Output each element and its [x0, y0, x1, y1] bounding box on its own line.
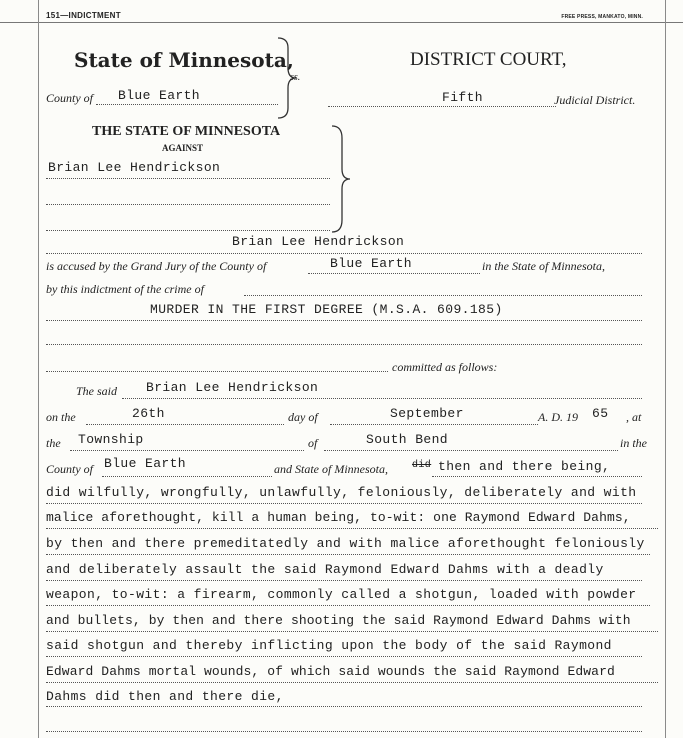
indictment-crime-label: by this indictment of the crime of [46, 282, 204, 296]
form-id: 151—INDICTMENT [46, 11, 121, 20]
grand-jury-county: Blue Earth [330, 256, 413, 271]
in-state-text: in the State of Minnesota, [482, 259, 605, 273]
body-line-rule-4 [46, 580, 642, 581]
in-the-label: in the [620, 436, 647, 450]
defendant-line-3 [46, 230, 330, 231]
body-line-rule-5 [46, 605, 650, 606]
facts-county-value: Blue Earth [104, 456, 187, 471]
district-court-heading: DISTRICT COURT, [410, 49, 567, 70]
day-line [86, 424, 284, 425]
place-type-line [70, 450, 304, 451]
said-name: Brian Lee Hendrickson [146, 380, 319, 395]
place-name-line [324, 450, 618, 451]
county-of-label: County of [46, 462, 93, 476]
body-line: Edward Dahms mortal wounds, of which said wounds the said Raymond Edward [46, 664, 615, 679]
left-margin-rule [38, 0, 39, 738]
accused-text: is accused by the Grand Jury of the County of [46, 259, 267, 273]
body-line-rule-2 [46, 528, 658, 529]
crime-line-2 [46, 320, 642, 321]
body-line: Dahms did then and there die, [46, 689, 284, 704]
body-line: and bullets, by then and there shooting the said Raymond Edward Dahms with [46, 613, 631, 628]
body-line-rule-9 [46, 706, 642, 707]
the-label: the [46, 436, 61, 450]
said-label: The said [76, 384, 118, 398]
county-value: Blue Earth [118, 88, 201, 103]
grand-jury-county-line [308, 273, 480, 274]
body-line: weapon, to-wit: a firearm, commonly called a shotgun, loaded with powder [46, 587, 637, 602]
state-title: State of Minnesota, [74, 48, 294, 72]
body-line-rule-10 [46, 731, 642, 732]
body-line-rule-6 [46, 631, 658, 632]
body-line-rule-3 [46, 554, 650, 555]
state-cont-line [432, 476, 642, 477]
printer-imprint: FREE PRESS, MANKATO, MINN. [561, 14, 643, 20]
ss-mark: ss. [290, 72, 301, 83]
day-value: 26th [132, 406, 165, 421]
struck-word: did [412, 460, 432, 471]
body-line: did wilfully, wrongfully, unlawfully, feloniously, deliberately and with [46, 485, 637, 500]
place-type: Township [78, 432, 144, 447]
accused-line [46, 253, 642, 254]
year-value: 65 [592, 406, 609, 421]
said-line [122, 398, 642, 399]
crime-line-1 [244, 295, 642, 296]
body-line: malice aforethought, kill a human being, to-wit: one Raymond Edward Dahms, [46, 510, 631, 525]
crime-line-3 [46, 344, 642, 345]
body-line: said shotgun and thereby inflicting upon the body of the said Raymond [46, 638, 612, 653]
right-margin-rule [665, 0, 666, 738]
against-label: AGAINST [162, 143, 204, 153]
crime-charge: MURDER IN THE FIRST DEGREE (M.S.A. 609.185) [150, 302, 503, 317]
body-line: by then and there premeditatedly and with malice aforethought feloniously [46, 536, 645, 551]
county-label: County of [46, 91, 93, 105]
day-of-label: day of [288, 410, 318, 424]
defendant-line-1 [46, 178, 330, 179]
month-value: September [390, 406, 464, 421]
accused-name: Brian Lee Hendrickson [232, 234, 405, 249]
caption-brace-parties [328, 124, 354, 234]
state-cont: then and there being, [438, 459, 611, 474]
on-the-label: on the [46, 410, 76, 424]
defendant-line-2 [46, 204, 330, 205]
place-name: South Bend [366, 432, 449, 447]
body-line: and deliberately assault the said Raymond Edward Dahms with a deadly [46, 562, 604, 577]
committed-line [46, 371, 388, 372]
body-line-rule-8 [46, 682, 658, 683]
body-line-rule-7 [46, 656, 642, 657]
month-line [330, 424, 538, 425]
of-label: of [308, 436, 318, 450]
county-line [96, 104, 278, 105]
ad-label: A. D. 19 [538, 410, 578, 424]
plaintiff: THE STATE OF MINNESOTA [92, 124, 281, 139]
district-value: Fifth [442, 90, 484, 105]
state-text: and State of Minnesota, [274, 462, 388, 476]
facts-county-line [102, 476, 272, 477]
at-label: , at [626, 410, 642, 424]
committed-label: committed as follows: [392, 360, 498, 374]
body-line-rule-1 [46, 503, 642, 504]
district-line [328, 106, 556, 107]
district-label: Judicial District. [554, 93, 636, 107]
defendant-name: Brian Lee Hendrickson [48, 160, 221, 175]
